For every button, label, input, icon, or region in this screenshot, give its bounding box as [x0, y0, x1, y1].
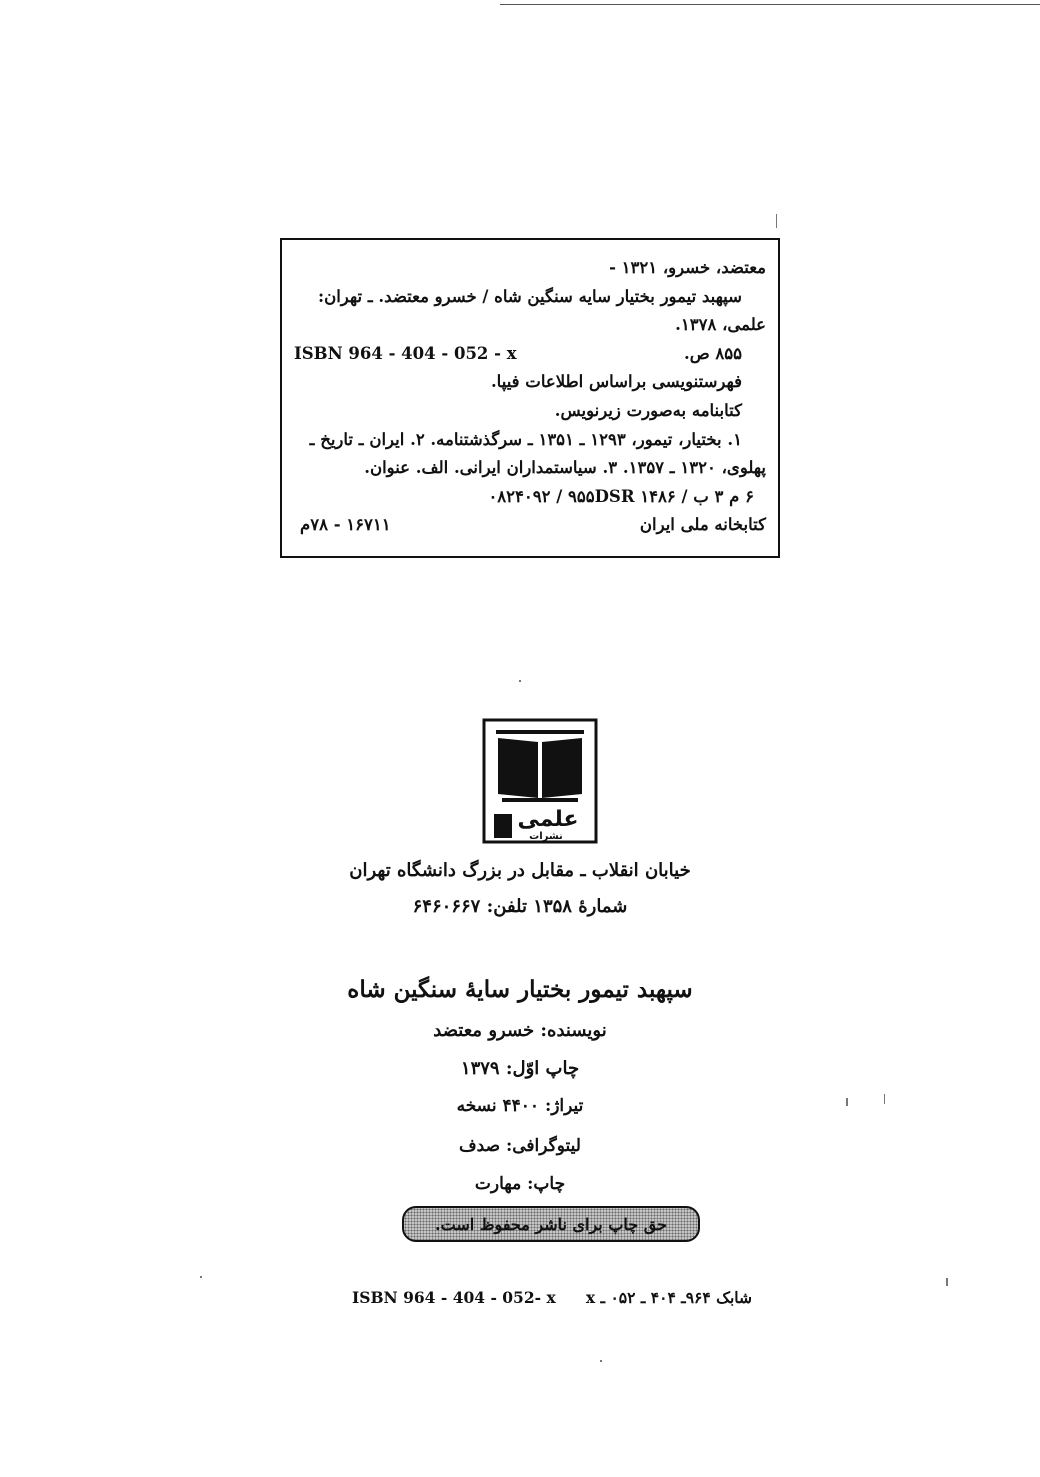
isbn-persian: شابک ۹۶۴ـ ۴۰۴ ـ ۰۵۲ ـ x — [585, 1288, 752, 1307]
publisher-logo — [482, 718, 598, 844]
cip-fipa-note: فهرستنویسی براساس اطلاعات فیپا. — [490, 372, 742, 392]
cip-classification-row — [294, 483, 766, 512]
cip-isbn: ISBN 964 - 404 - 052 - x — [294, 343, 517, 363]
cip-record-box — [280, 238, 780, 558]
cip-pages-row — [294, 340, 766, 369]
cip-subjects-1: ۱. بختیار، تیمور، ۱۲۹۳ ـ ۱۳۵۱ ـ سرگذشتنامه. ۲. ایران ـ تاریخ ـ — [309, 429, 742, 449]
book-lithography: لیتوگرافی: صدف — [459, 1136, 581, 1156]
logo-text: علمی — [517, 807, 579, 832]
cip-title: سپهبد تیمور بختیار سایه سنگین شاه / خسرو معتضد. ـ تهران: — [318, 286, 742, 306]
scan-speck — [776, 214, 777, 228]
copyright-notice — [402, 1206, 700, 1242]
cip-author: معتضد، خسرو، ۱۳۲۱ - — [609, 258, 766, 277]
book-printing: چاپ: مهارت — [474, 1174, 566, 1194]
book-edition: چاپ اوّل: ۱۳۷۹ — [460, 1058, 580, 1079]
book-print-run: تیراژ: ۴۴۰۰ نسخه — [456, 1096, 584, 1116]
book-title: سپهبد تیمور بختیار سایهٔ سنگین شاه — [347, 976, 693, 1003]
cip-dewey: ۹۵۵ / ۰۸۲۴۰۹۲ — [488, 486, 595, 506]
cip-pages: ۸۵۵ ص. — [683, 343, 742, 363]
isbn-latin: ISBN 964 - 404 - 052- x — [352, 1288, 556, 1307]
scan-speck — [600, 1360, 602, 1362]
publisher-address: خیابان انقلاب ـ مقابل در بزرگ دانشگاه تهران — [349, 860, 691, 881]
cip-library-number: ۱۶۷۱۱ - ۷۸م — [300, 515, 391, 535]
cip-library-row — [294, 511, 766, 540]
cip-subjects-2: پهلوی، ۱۳۲۰ ـ ۱۳۵۷. ۳. سیاستمداران ایرانی. الف. عنوان. — [364, 458, 766, 478]
scan-speck — [846, 1098, 848, 1106]
copyright-text: حق چاپ برای ناشر محفوظ است. — [435, 1214, 667, 1234]
publisher-phone: شمارهٔ ۱۳۵۸ تلفن: ۶۴۶۰۶۶۷ — [412, 896, 628, 917]
logo-subtext: نشرات — [529, 831, 563, 842]
isbn-footer — [352, 1288, 752, 1307]
scan-speck — [946, 1278, 948, 1286]
cip-library: کتابخانه ملی ایران — [639, 515, 766, 535]
cip-publisher: علمی، ۱۳۷۸. — [675, 315, 766, 335]
cip-classification: ۶ م ۳ ب / DSR ۱۴۸۶ — [594, 486, 754, 506]
scan-speck — [884, 1094, 885, 1104]
scan-speck — [200, 1276, 202, 1278]
scan-speck — [519, 680, 521, 682]
book-author: نویسنده: خسرو معتضد — [433, 1020, 607, 1041]
cip-bibliography-note: کتابنامه به‌صورت زیرنویس. — [554, 400, 742, 420]
page-edge-line — [500, 4, 1040, 5]
